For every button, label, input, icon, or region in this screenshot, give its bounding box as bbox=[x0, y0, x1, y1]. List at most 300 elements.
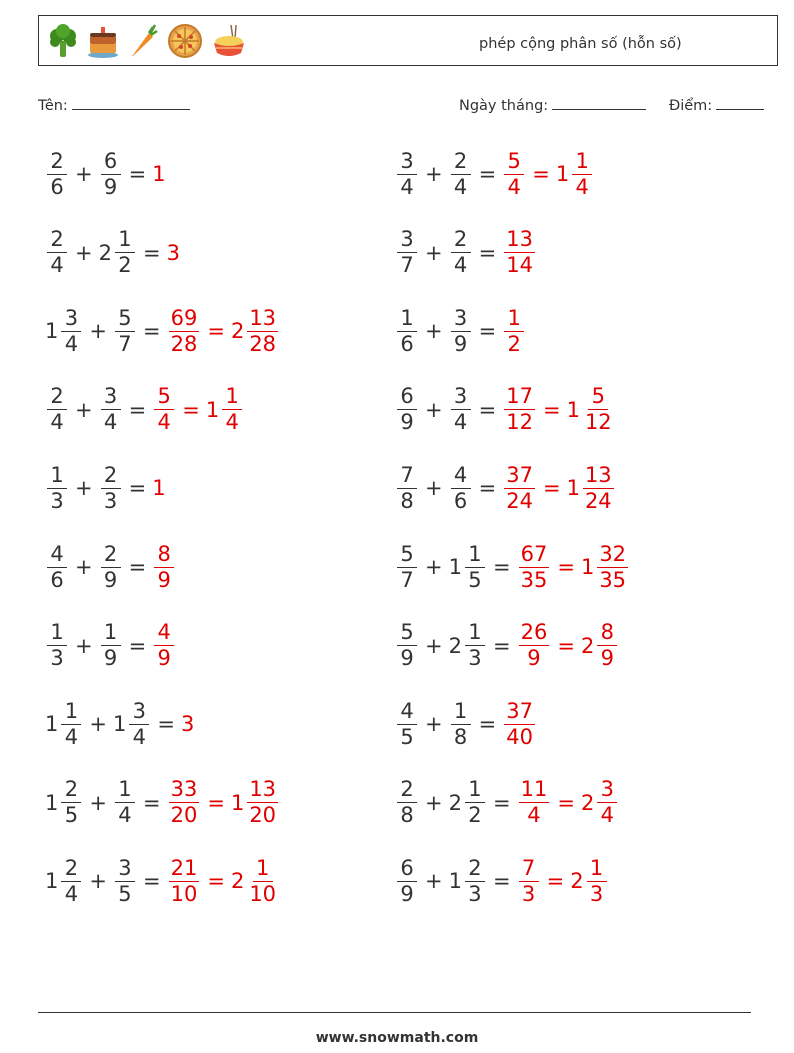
fraction bbox=[397, 622, 417, 669]
denominator: 4 bbox=[400, 174, 414, 199]
numerator: 67 bbox=[520, 541, 548, 566]
numerator: 21 bbox=[170, 855, 198, 880]
problem-15 bbox=[45, 694, 195, 754]
denominator: 12 bbox=[506, 410, 533, 435]
fraction bbox=[465, 541, 485, 592]
denominator: 9 bbox=[600, 646, 614, 671]
fraction bbox=[583, 462, 614, 513]
denominator: 6 bbox=[50, 174, 64, 199]
page-title: phép cộng phân số (hỗn số) bbox=[479, 36, 682, 52]
equals-sign: = bbox=[557, 633, 575, 658]
equals-sign: = bbox=[207, 790, 225, 815]
numerator: 1 bbox=[47, 622, 67, 646]
plus-sign: + bbox=[425, 476, 443, 501]
fraction bbox=[397, 229, 417, 276]
numerator: 7 bbox=[397, 465, 417, 489]
denominator: 28 bbox=[249, 331, 277, 356]
denominator: 5 bbox=[400, 724, 414, 749]
numerator: 1 bbox=[465, 779, 485, 803]
whole-part: 1 bbox=[45, 712, 59, 737]
date-label: Ngày tháng: bbox=[459, 98, 549, 114]
denominator: 35 bbox=[599, 567, 627, 592]
problem-16 bbox=[395, 694, 537, 754]
denominator: 8 bbox=[453, 724, 468, 749]
plus-sign: + bbox=[89, 869, 107, 894]
score-blank bbox=[716, 95, 764, 110]
fraction bbox=[115, 855, 135, 906]
denominator: 2 bbox=[507, 331, 521, 356]
whole-part: 1 bbox=[448, 869, 462, 894]
fraction bbox=[115, 779, 135, 826]
whole-part: 1 bbox=[45, 790, 59, 815]
numerator: 3 bbox=[61, 308, 81, 332]
plus-sign: + bbox=[425, 240, 443, 265]
fraction bbox=[222, 386, 242, 433]
fraction bbox=[451, 305, 471, 356]
denominator: 3 bbox=[50, 488, 64, 513]
whole-part: 2 bbox=[98, 240, 112, 265]
denominator: 5 bbox=[64, 803, 79, 828]
whole-part: 2 bbox=[570, 869, 584, 894]
mixed-number bbox=[581, 779, 619, 826]
denominator: 8 bbox=[400, 803, 414, 828]
mixed-number bbox=[567, 386, 616, 433]
fraction bbox=[504, 386, 535, 433]
denominator: 9 bbox=[453, 331, 468, 356]
denominator: 9 bbox=[157, 646, 171, 671]
score-label: Điểm: bbox=[669, 98, 713, 114]
mixed-number bbox=[99, 229, 137, 276]
problem-20 bbox=[395, 851, 609, 911]
plus-sign: + bbox=[75, 476, 93, 501]
numerator: 1 bbox=[465, 622, 485, 646]
fraction bbox=[154, 386, 174, 433]
numerator: 17 bbox=[506, 384, 533, 409]
denominator: 7 bbox=[400, 567, 414, 592]
denominator: 4 bbox=[527, 803, 541, 828]
denominator: 10 bbox=[170, 881, 198, 906]
numerator: 6 bbox=[397, 386, 417, 410]
numerator: 1 bbox=[101, 622, 121, 646]
problem-7 bbox=[45, 380, 244, 440]
numerator: 7 bbox=[519, 858, 539, 882]
whole-part: 1 bbox=[566, 397, 580, 422]
mixed-number bbox=[230, 305, 280, 356]
denominator: 4 bbox=[64, 881, 79, 906]
plus-sign: + bbox=[425, 397, 443, 422]
plus-sign: + bbox=[425, 319, 443, 344]
whole-part: 1 bbox=[448, 555, 462, 579]
fraction bbox=[169, 855, 200, 906]
numerator: 3 bbox=[101, 386, 121, 410]
numerator: 37 bbox=[506, 698, 533, 723]
fraction bbox=[169, 779, 200, 826]
denominator: 14 bbox=[506, 253, 533, 278]
problem-8 bbox=[395, 380, 616, 440]
numerator: 1 bbox=[115, 229, 135, 253]
header-box bbox=[38, 15, 778, 66]
fraction bbox=[101, 386, 121, 433]
denominator: 3 bbox=[50, 646, 64, 671]
fraction bbox=[115, 229, 135, 276]
mixed-number bbox=[449, 779, 487, 826]
score-field bbox=[669, 95, 764, 114]
denominator: 6 bbox=[400, 331, 414, 356]
equals-sign: = bbox=[492, 555, 511, 579]
fraction bbox=[61, 855, 81, 906]
whole-number: 1 bbox=[152, 476, 166, 501]
fraction bbox=[154, 541, 174, 592]
denominator: 3 bbox=[521, 881, 536, 906]
fraction bbox=[247, 305, 278, 356]
denominator: 40 bbox=[506, 724, 533, 749]
whole-part: 2 bbox=[580, 633, 595, 658]
fraction bbox=[465, 622, 485, 669]
numerator: 3 bbox=[597, 779, 617, 803]
denominator: 6 bbox=[50, 567, 64, 592]
mixed-number bbox=[448, 541, 487, 592]
food-icons bbox=[47, 23, 247, 59]
whole-part: 1 bbox=[112, 712, 127, 737]
equals-sign: = bbox=[478, 476, 497, 501]
fraction bbox=[47, 386, 67, 433]
fraction bbox=[61, 779, 81, 826]
denominator: 35 bbox=[520, 567, 548, 592]
denominator: 4 bbox=[50, 410, 64, 435]
mixed-number bbox=[45, 779, 83, 826]
mixed-number bbox=[230, 855, 280, 906]
numerator: 33 bbox=[170, 777, 198, 802]
numerator: 11 bbox=[520, 777, 548, 802]
fraction bbox=[47, 541, 67, 592]
equals-sign: = bbox=[207, 869, 225, 894]
fraction bbox=[61, 305, 81, 356]
numerator: 5 bbox=[397, 544, 417, 568]
footer-divider bbox=[38, 1012, 751, 1013]
broccoli-icon bbox=[47, 23, 79, 59]
numerator: 3 bbox=[115, 858, 135, 882]
equals-sign: = bbox=[478, 319, 497, 344]
plus-sign: + bbox=[75, 162, 93, 186]
equals-sign: = bbox=[128, 162, 147, 186]
numerator: 2 bbox=[47, 151, 67, 175]
whole-part: 1 bbox=[45, 869, 59, 894]
fraction bbox=[61, 698, 81, 749]
fraction bbox=[451, 386, 471, 433]
fraction bbox=[397, 148, 417, 199]
equals-sign: = bbox=[492, 869, 511, 894]
plus-sign: + bbox=[425, 555, 443, 579]
problem-3 bbox=[45, 223, 181, 283]
denominator: 4 bbox=[225, 410, 239, 435]
problem-12 bbox=[395, 537, 630, 597]
numerator: 37 bbox=[506, 462, 533, 487]
fraction bbox=[465, 779, 485, 826]
problem-19 bbox=[45, 851, 280, 911]
plus-sign: + bbox=[89, 712, 107, 737]
denominator: 9 bbox=[103, 567, 118, 592]
whole-part: 2 bbox=[230, 869, 245, 894]
mixed-number bbox=[206, 386, 244, 433]
denominator: 2 bbox=[118, 253, 132, 278]
equals-sign: = bbox=[478, 162, 497, 186]
denominator: 4 bbox=[64, 724, 79, 749]
fraction bbox=[129, 698, 149, 749]
fraction bbox=[451, 148, 471, 199]
fraction bbox=[572, 148, 592, 199]
fraction bbox=[247, 779, 278, 826]
fraction bbox=[47, 462, 67, 513]
rice-bowl-icon bbox=[211, 23, 247, 59]
denominator: 9 bbox=[103, 174, 118, 199]
fraction bbox=[101, 148, 121, 199]
denominator: 9 bbox=[157, 567, 171, 592]
denominator: 9 bbox=[400, 410, 414, 435]
numerator: 2 bbox=[47, 386, 67, 410]
equals-sign: = bbox=[128, 476, 147, 501]
numerator: 2 bbox=[61, 779, 81, 803]
plus-sign: + bbox=[425, 712, 443, 737]
fraction bbox=[397, 779, 417, 826]
denominator: 2 bbox=[468, 803, 482, 828]
denominator: 3 bbox=[468, 881, 482, 906]
denominator: 20 bbox=[170, 803, 198, 828]
mixed-number bbox=[566, 462, 616, 513]
mixed-number bbox=[555, 148, 594, 199]
numerator: 1 bbox=[572, 151, 592, 175]
denominator: 4 bbox=[132, 724, 147, 749]
mixed-number bbox=[45, 855, 83, 906]
numerator: 1 bbox=[47, 465, 67, 489]
mixed-number bbox=[580, 541, 630, 592]
numerator: 3 bbox=[397, 229, 417, 253]
fraction bbox=[519, 541, 550, 592]
equals-sign: = bbox=[207, 319, 225, 344]
denominator: 24 bbox=[584, 488, 612, 513]
problem-5 bbox=[45, 301, 280, 361]
whole-part: 2 bbox=[230, 319, 245, 344]
fraction bbox=[451, 462, 471, 513]
denominator: 3 bbox=[103, 488, 118, 513]
whole-part: 2 bbox=[580, 790, 595, 815]
fraction bbox=[101, 541, 121, 592]
numerator: 13 bbox=[249, 305, 277, 330]
equals-sign: = bbox=[142, 319, 161, 344]
numerator: 1 bbox=[504, 308, 524, 332]
equals-sign: = bbox=[478, 240, 497, 265]
numerator: 6 bbox=[101, 151, 121, 175]
denominator: 4 bbox=[575, 174, 589, 199]
numerator: 5 bbox=[115, 308, 135, 332]
equals-sign: = bbox=[557, 790, 575, 815]
denominator: 4 bbox=[118, 803, 132, 828]
equals-sign: = bbox=[128, 555, 147, 579]
date-field bbox=[459, 95, 646, 114]
equals-sign: = bbox=[492, 633, 511, 658]
fraction bbox=[397, 541, 417, 592]
denominator: 4 bbox=[600, 803, 614, 828]
fraction bbox=[154, 622, 174, 669]
fraction bbox=[397, 305, 417, 356]
denominator: 4 bbox=[507, 174, 521, 199]
cake-icon bbox=[87, 23, 119, 59]
fraction bbox=[101, 462, 121, 513]
equals-sign: = bbox=[142, 240, 161, 265]
mixed-number bbox=[570, 855, 608, 906]
equals-sign: = bbox=[492, 790, 511, 815]
numerator: 4 bbox=[47, 544, 67, 568]
denominator: 4 bbox=[103, 410, 118, 435]
numerator: 8 bbox=[154, 544, 174, 568]
denominator: 4 bbox=[157, 410, 171, 435]
plus-sign: + bbox=[75, 240, 93, 265]
problem-14 bbox=[395, 616, 619, 676]
numerator: 5 bbox=[588, 386, 608, 410]
fraction bbox=[519, 779, 550, 826]
fraction bbox=[451, 229, 471, 276]
mixed-number bbox=[45, 305, 83, 356]
denominator: 5 bbox=[118, 881, 132, 906]
numerator: 4 bbox=[397, 701, 417, 725]
numerator: 2 bbox=[397, 779, 417, 803]
mixed-number bbox=[112, 698, 151, 749]
problem-9 bbox=[45, 458, 167, 518]
numerator: 1 bbox=[222, 386, 242, 410]
problem-4 bbox=[395, 223, 537, 283]
name-label: Tên: bbox=[38, 98, 68, 114]
fraction bbox=[47, 229, 67, 276]
fraction bbox=[451, 698, 471, 749]
denominator: 10 bbox=[249, 881, 277, 906]
numerator: 1 bbox=[61, 701, 81, 725]
name-blank bbox=[72, 95, 190, 110]
numerator: 26 bbox=[520, 620, 548, 645]
plus-sign: + bbox=[425, 790, 443, 815]
fraction bbox=[397, 855, 417, 906]
plus-sign: + bbox=[89, 319, 107, 344]
denominator: 12 bbox=[584, 410, 612, 435]
plus-sign: + bbox=[425, 869, 443, 894]
equals-sign: = bbox=[557, 555, 575, 579]
numerator: 69 bbox=[170, 305, 198, 330]
numerator: 6 bbox=[397, 858, 417, 882]
fraction bbox=[397, 386, 417, 433]
numerator: 2 bbox=[451, 151, 471, 175]
numerator: 2 bbox=[465, 858, 485, 882]
numerator: 13 bbox=[506, 227, 533, 252]
numerator: 4 bbox=[451, 465, 471, 489]
date-blank bbox=[552, 95, 646, 110]
carrot-icon bbox=[127, 23, 159, 59]
denominator: 3 bbox=[589, 881, 604, 906]
numerator: 13 bbox=[249, 777, 277, 802]
problem-11 bbox=[45, 537, 176, 597]
numerator: 1 bbox=[465, 544, 485, 568]
denominator: 8 bbox=[400, 488, 414, 513]
fraction bbox=[247, 855, 278, 906]
numerator: 1 bbox=[451, 701, 471, 725]
plus-sign: + bbox=[75, 397, 93, 422]
whole-number: 3 bbox=[166, 240, 180, 265]
denominator: 24 bbox=[506, 488, 533, 513]
fraction bbox=[519, 622, 550, 669]
problem-1 bbox=[45, 144, 167, 204]
equals-sign: = bbox=[542, 397, 561, 422]
equals-sign: = bbox=[532, 162, 550, 186]
whole-part: 1 bbox=[45, 319, 59, 344]
whole-part: 1 bbox=[580, 555, 595, 579]
plus-sign: + bbox=[89, 790, 107, 815]
fraction bbox=[597, 622, 617, 669]
equals-sign: = bbox=[157, 712, 175, 737]
fraction bbox=[504, 148, 524, 199]
denominator: 9 bbox=[400, 646, 414, 671]
equals-sign: = bbox=[142, 869, 161, 894]
fraction bbox=[47, 148, 67, 199]
problem-10 bbox=[395, 458, 616, 518]
problem-2 bbox=[395, 144, 594, 204]
numerator: 1 bbox=[397, 308, 417, 332]
fraction bbox=[519, 855, 539, 906]
numerator: 5 bbox=[504, 151, 524, 175]
numerator: 3 bbox=[129, 701, 149, 725]
denominator: 20 bbox=[249, 803, 277, 828]
denominator: 7 bbox=[400, 253, 414, 278]
whole-number: 3 bbox=[180, 712, 195, 737]
fraction bbox=[397, 698, 417, 749]
mixed-number bbox=[448, 855, 487, 906]
equals-sign: = bbox=[478, 712, 497, 737]
fraction bbox=[504, 229, 535, 276]
plus-sign: + bbox=[75, 633, 93, 658]
mixed-number bbox=[581, 622, 619, 669]
name-field bbox=[38, 95, 190, 114]
numerator: 3 bbox=[397, 151, 417, 175]
problem-13 bbox=[45, 616, 176, 676]
denominator: 4 bbox=[64, 331, 79, 356]
numerator: 32 bbox=[599, 541, 627, 566]
whole-part: 1 bbox=[555, 162, 570, 186]
numerator: 2 bbox=[61, 858, 81, 882]
equals-sign: = bbox=[542, 476, 561, 501]
equals-sign: = bbox=[128, 633, 147, 658]
fraction bbox=[583, 386, 614, 433]
plus-sign: + bbox=[425, 162, 443, 186]
fraction bbox=[101, 622, 121, 669]
mixed-number bbox=[231, 779, 280, 826]
numerator: 5 bbox=[397, 622, 417, 646]
numerator: 13 bbox=[584, 462, 612, 487]
denominator: 9 bbox=[400, 881, 414, 906]
equals-sign: = bbox=[142, 790, 161, 815]
equals-sign: = bbox=[128, 397, 147, 422]
equals-sign: = bbox=[182, 397, 200, 422]
denominator: 28 bbox=[170, 331, 198, 356]
fraction bbox=[587, 855, 607, 906]
problem-18 bbox=[395, 773, 619, 833]
fraction bbox=[397, 462, 417, 513]
fraction bbox=[169, 305, 200, 356]
fraction bbox=[115, 305, 135, 356]
denominator: 7 bbox=[118, 331, 132, 356]
problem-6 bbox=[395, 301, 526, 361]
numerator: 3 bbox=[451, 308, 471, 332]
mixed-number bbox=[449, 622, 487, 669]
plus-sign: + bbox=[425, 633, 443, 658]
denominator: 3 bbox=[468, 646, 482, 671]
whole-number: 1 bbox=[152, 162, 166, 186]
footer-site: www.snowmath.com bbox=[315, 1030, 479, 1046]
